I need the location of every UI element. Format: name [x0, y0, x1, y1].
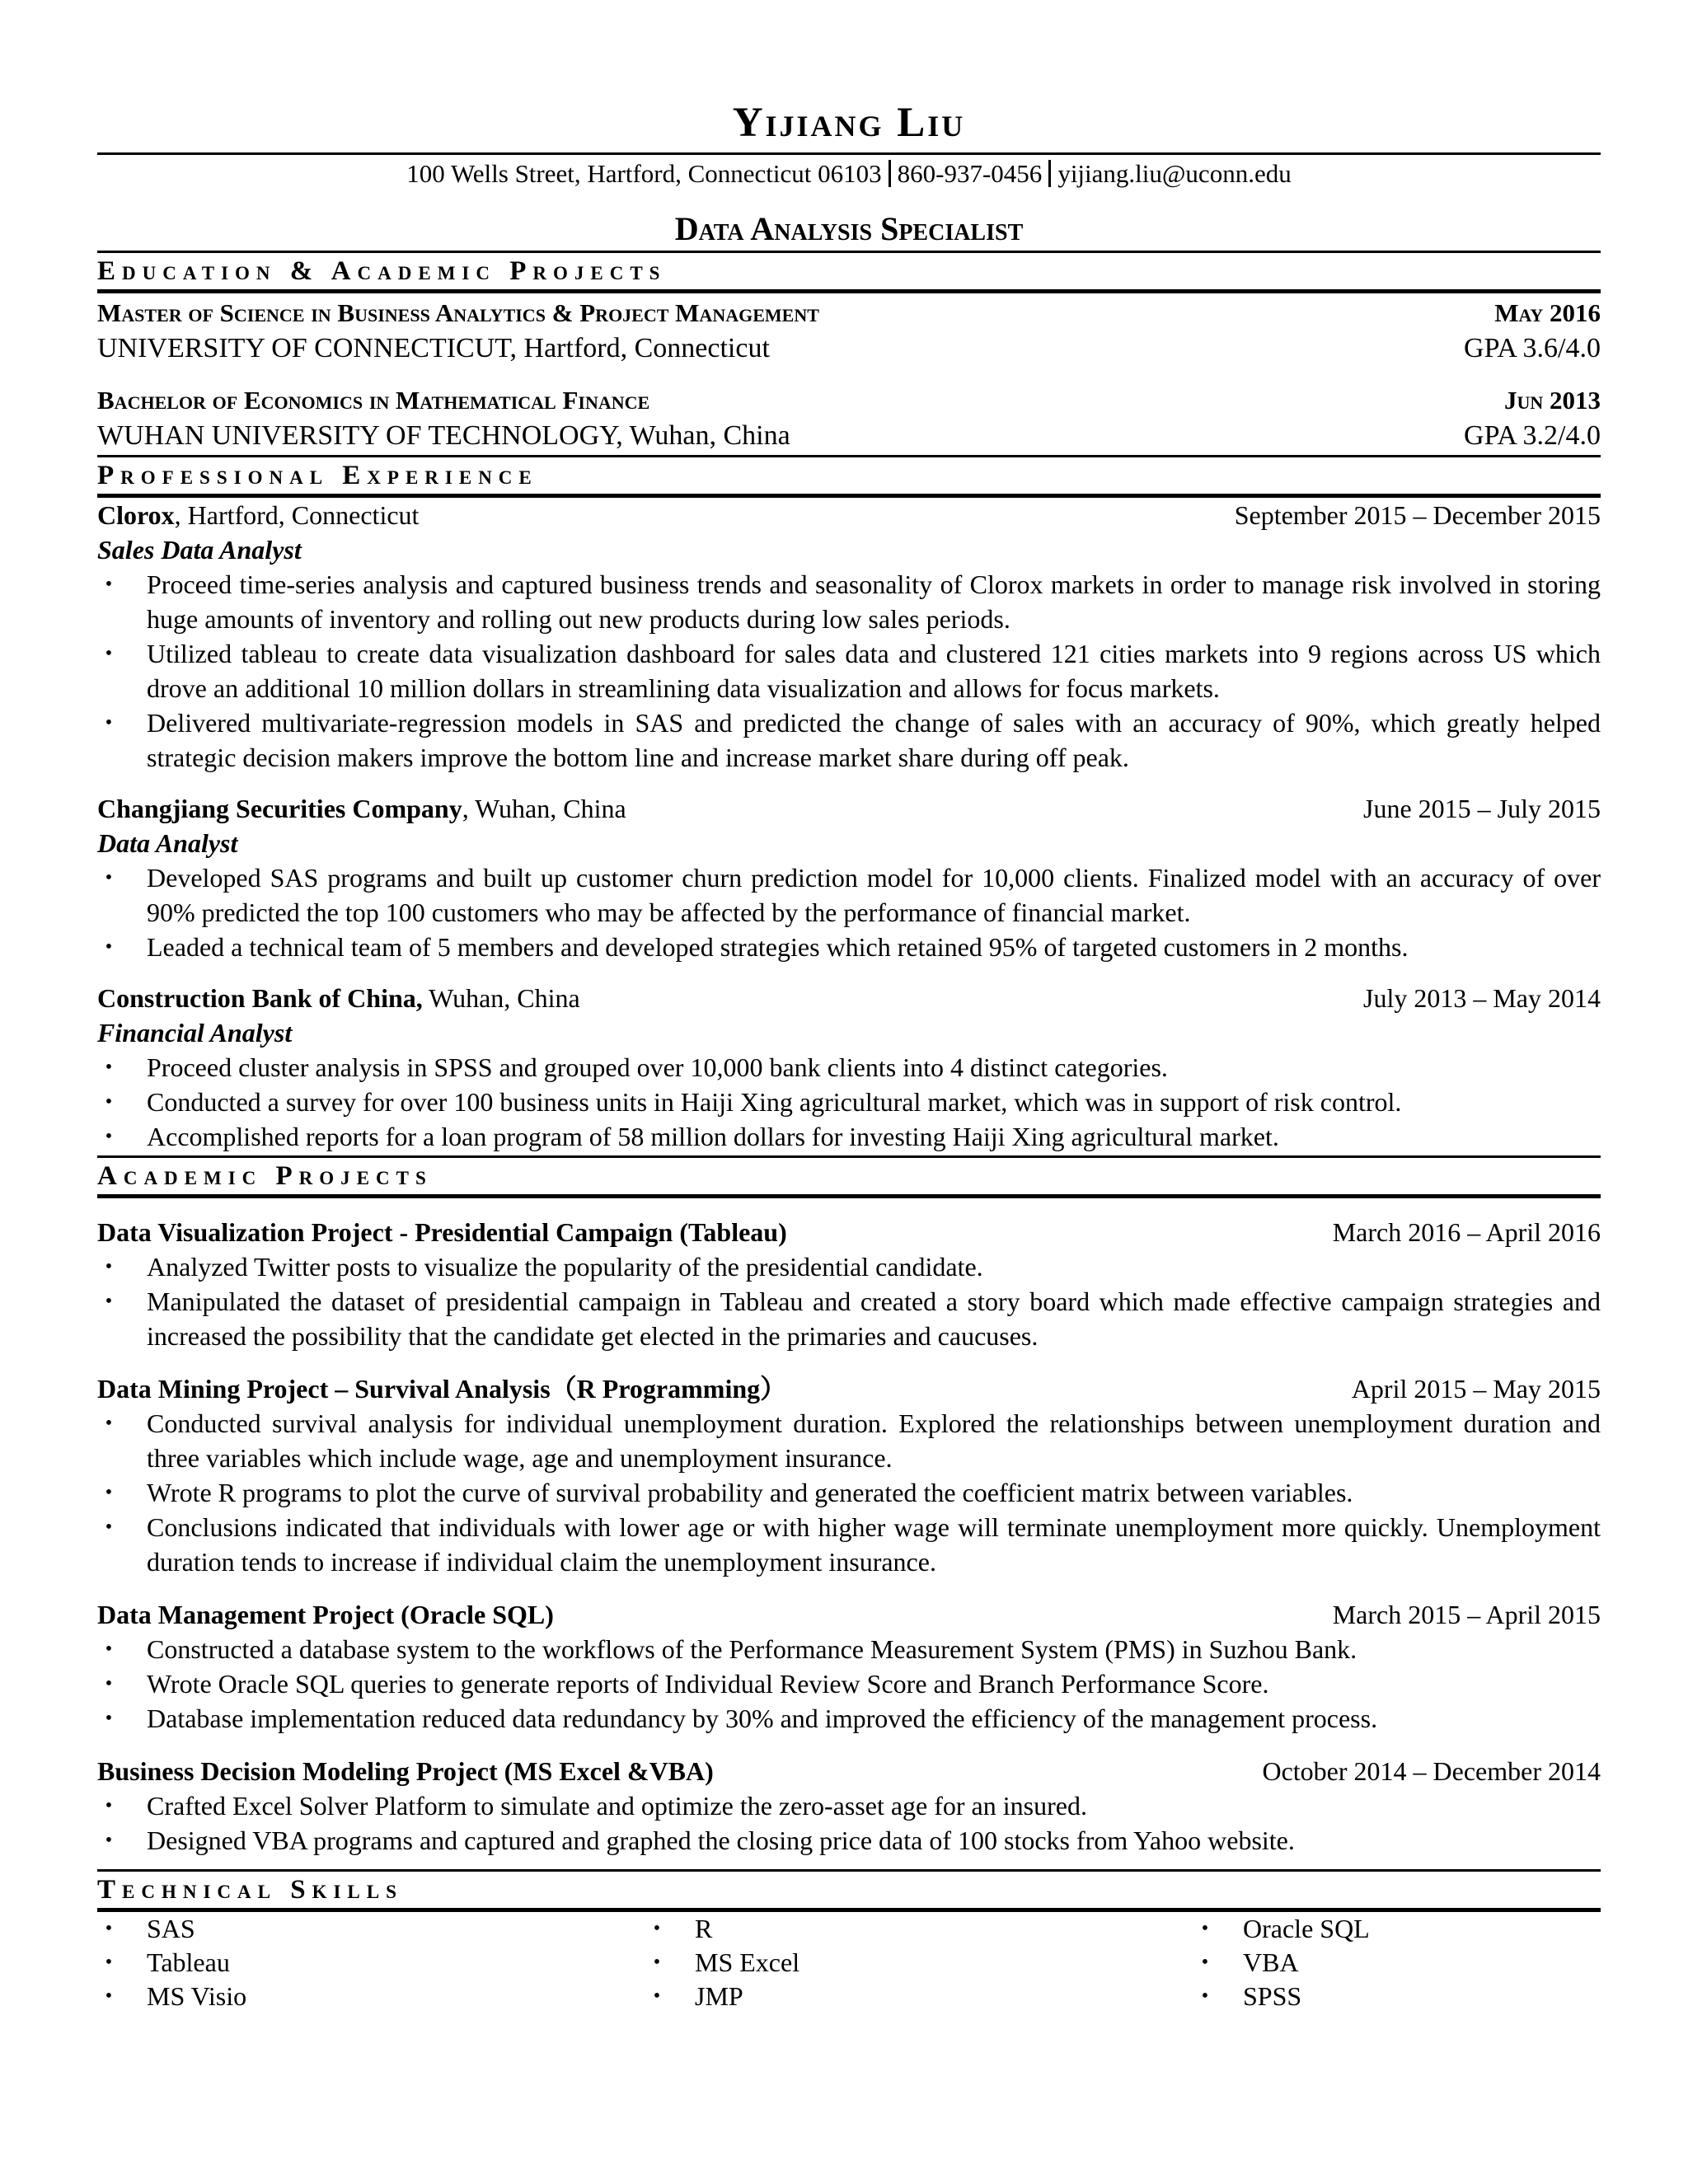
bullet-icon: • — [105, 712, 113, 733]
skill-item — [645, 1946, 1193, 1980]
skill-name: R — [695, 1914, 713, 1943]
skill-item — [645, 1980, 1193, 2013]
job-role: Financial Analyst — [97, 1018, 293, 1047]
job-entry — [97, 498, 1601, 775]
degree-row — [97, 382, 1601, 419]
bullet-text: Manipulated the dataset of presidential campaign in Tableau and created a story board which made effective campaign strategies and increased the possibility that the candidate get elected in the primaries and caucuses. — [147, 1286, 1601, 1351]
bullet-icon: • — [105, 1638, 113, 1660]
employer-name: Changjiang Securities Company — [97, 794, 462, 823]
bullet-icon: • — [105, 1057, 113, 1078]
skill-item — [1193, 1980, 1601, 2013]
project-title: Data Mining Project – Survival Analysis（R Programming） — [97, 1374, 787, 1404]
bullet-text: Conducted a survey for over 100 business units in Haiji Xing agricultural market, which was in support of risk control. — [147, 1087, 1402, 1117]
gpa: GPA 3.6/4.0 — [1464, 333, 1601, 363]
school-row — [97, 331, 1601, 366]
skill-item — [1193, 1946, 1601, 1980]
bullet-icon: • — [105, 1291, 113, 1312]
bullet-item — [97, 1050, 1601, 1085]
bullet-text: Delivered multivariate-regression models in SAS and predicted the change of sales with an accuracy of 90%, which greatly helped strategic decision makers improve the bottom line and increase market share during off peak. — [147, 708, 1601, 772]
job-header — [97, 791, 1601, 826]
degree-date: May 2016 — [1494, 298, 1601, 327]
skill-item — [97, 1912, 645, 1946]
project-entry — [97, 1597, 1601, 1736]
header-divider — [97, 152, 1601, 155]
job-entry — [97, 981, 1601, 1154]
employer — [97, 498, 419, 532]
bullet-item — [97, 567, 1601, 636]
bullet-text: Proceed cluster analysis in SPSS and grouped over 10,000 bank clients into 4 distinct categories. — [147, 1052, 1168, 1082]
job-role: Sales Data Analyst — [97, 535, 302, 565]
job-dates: September 2015 – December 2015 — [1234, 500, 1601, 530]
employer-location: , Wuhan, China — [462, 794, 626, 823]
employer-name: Clorox — [97, 500, 175, 530]
bullet-icon: • — [105, 1795, 113, 1816]
skill-name: SPSS — [1243, 1981, 1302, 2011]
skill-name: Tableau — [147, 1947, 230, 1977]
project-dates: March 2015 – April 2015 — [1332, 1600, 1601, 1629]
bullet-text: Crafted Excel Solver Platform to simulate and optimize the zero-asset age for an insured. — [147, 1791, 1087, 1821]
bullet-list — [97, 1788, 1601, 1858]
employer-name: Construction Bank of China, — [97, 983, 423, 1013]
degree-name: Bachelor of Economics in Mathematical Finance — [97, 386, 650, 415]
bullet-text: Conclusions indicated that individuals with lower age or with higher wage will terminate unemployment more quickly. Unemployment duration tends to increase if individual claim the unemployment insurance. — [147, 1512, 1601, 1577]
bullet-item — [97, 930, 1601, 964]
bullet-item — [97, 1475, 1601, 1510]
bullet-text: Designed VBA programs and captured and graphed the closing price data of 100 stocks from Yahoo website. — [147, 1825, 1295, 1855]
job-header — [97, 498, 1601, 532]
skill-name: MS Visio — [147, 1981, 247, 2011]
bullet-icon: • — [105, 1482, 113, 1503]
email-link[interactable]: yijiang.liu@uconn.edu — [1057, 159, 1292, 188]
skill-name: JMP — [695, 1981, 743, 2011]
school-name: WUHAN UNIVERSITY OF TECHNOLOGY, Wuhan, China — [97, 420, 790, 451]
bullet-icon: • — [105, 1918, 113, 1939]
bullet-icon: • — [1201, 1952, 1209, 1973]
bullet-text: Constructed a database system to the workflows of the Performance Measurement System (PMS) in Suzhou Bank. — [147, 1634, 1357, 1664]
section-heading-education: Education & Academic Projects — [97, 251, 1601, 293]
bullet-icon: • — [105, 936, 113, 958]
bullet-item — [97, 705, 1601, 775]
bullet-item — [97, 1085, 1601, 1119]
skill-item — [97, 1980, 645, 2013]
bullet-icon: • — [653, 1985, 661, 2007]
job-entry — [97, 791, 1601, 964]
phone: 860-937-0456 — [897, 159, 1043, 188]
bullet-icon: • — [105, 1413, 113, 1434]
address: 100 Wells Street, Hartford, Connecticut 06103 — [406, 159, 882, 188]
gpa: GPA 3.2/4.0 — [1464, 420, 1601, 451]
bullet-item — [97, 1510, 1601, 1579]
employer-location: , Hartford, Connecticut — [174, 500, 420, 530]
contact-line — [97, 157, 1601, 191]
skill-name: SAS — [147, 1914, 195, 1943]
skill-name: Oracle SQL — [1243, 1914, 1370, 1943]
skills-column — [1193, 1912, 1601, 2013]
employer-location: Wuhan, China — [422, 983, 580, 1013]
resume-page — [97, 0, 1601, 2013]
contact-separator — [1048, 160, 1051, 187]
bullet-list — [97, 1050, 1601, 1154]
project-title: Data Visualization Project - Presidential Campaign (Tableau) — [97, 1217, 787, 1247]
bullet-item — [97, 1119, 1601, 1154]
bullet-text: Database implementation reduced data redundancy by 30% and improved the efficiency of the management process. — [147, 1704, 1378, 1733]
section-heading-skills: Technical Skills — [97, 1869, 1601, 1912]
project-header — [97, 1215, 1601, 1249]
bullet-icon: • — [105, 1126, 113, 1147]
project-entry — [97, 1754, 1601, 1858]
job-header — [97, 981, 1601, 1015]
bullet-list — [97, 1632, 1601, 1736]
section-heading-experience: Professional Experience — [97, 455, 1601, 498]
bullet-icon: • — [105, 1256, 113, 1277]
degree-row — [97, 295, 1601, 331]
project-dates: March 2016 – April 2016 — [1332, 1217, 1601, 1247]
school-row — [97, 419, 1601, 453]
project-dates: October 2014 – December 2014 — [1262, 1756, 1601, 1786]
bullet-list — [97, 1249, 1601, 1353]
skills-grid — [97, 1912, 1601, 2013]
project-entry — [97, 1215, 1601, 1353]
skills-column — [97, 1912, 645, 2013]
education-entry — [97, 382, 1601, 453]
bullet-icon: • — [1201, 1985, 1209, 2007]
bullet-text: Utilized tableau to create data visualization dashboard for sales data and clustered 121 cities markets into 9 regions across US which drove an additional 10 million dollars in streamlining data visualization and allows for focus markets. — [147, 639, 1601, 703]
bullet-icon: • — [653, 1918, 661, 1939]
bullet-list — [97, 860, 1601, 964]
skill-name: MS Excel — [695, 1947, 800, 1977]
job-role: Data Analyst — [97, 828, 238, 858]
job-dates: July 2013 – May 2014 — [1363, 983, 1601, 1013]
employer — [97, 981, 580, 1015]
bullet-icon: • — [105, 643, 113, 664]
bullet-icon: • — [105, 1091, 113, 1113]
job-dates: June 2015 – July 2015 — [1363, 794, 1601, 823]
project-title: Data Management Project (Oracle SQL) — [97, 1600, 554, 1629]
bullet-icon: • — [105, 1952, 113, 1973]
bullet-icon: • — [105, 1673, 113, 1694]
skill-item — [97, 1946, 645, 1980]
bullet-icon: • — [105, 1708, 113, 1729]
skills-column — [645, 1912, 1193, 2013]
project-entry — [97, 1371, 1601, 1579]
skill-item — [645, 1912, 1193, 1946]
projects-list — [97, 1215, 1601, 1858]
bullet-icon: • — [105, 1830, 113, 1851]
bullet-text: Conducted survival analysis for individual unemployment duration. Explored the relationships between unemployment duration and three variables which include wage, age and unemployment insurance. — [147, 1408, 1601, 1473]
bullet-list — [97, 567, 1601, 775]
bullet-item — [97, 1701, 1601, 1736]
school-name: UNIVERSITY OF CONNECTICUT, Hartford, Connecticut — [97, 333, 770, 363]
project-header — [97, 1754, 1601, 1788]
degree-date: Jun 2013 — [1503, 386, 1601, 415]
bullet-item — [97, 1249, 1601, 1284]
education-list — [97, 295, 1601, 453]
bullet-list — [97, 1406, 1601, 1579]
employer — [97, 791, 626, 826]
bullet-item — [97, 1788, 1601, 1823]
bullet-text: Wrote R programs to plot the curve of survival probability and generated the coefficient matrix between variables. — [147, 1478, 1353, 1507]
bullet-text: Accomplished reports for a loan program of 58 million dollars for investing Haiji Xing agricultural market. — [147, 1122, 1279, 1151]
project-title: Business Decision Modeling Project (MS Excel &VBA) — [97, 1756, 714, 1786]
bullet-item — [97, 1284, 1601, 1353]
project-header — [97, 1597, 1601, 1632]
skill-item — [1193, 1912, 1601, 1946]
bullet-item — [97, 1823, 1601, 1858]
education-entry — [97, 295, 1601, 366]
professional-title: Data Analysis Specialist — [674, 210, 1024, 247]
bullet-item — [97, 1406, 1601, 1475]
degree-name: Master of Science in Business Analytics & Project Management — [97, 298, 819, 327]
bullet-item — [97, 1632, 1601, 1666]
bullet-item — [97, 1666, 1601, 1701]
bullet-item — [97, 636, 1601, 705]
bullet-text: Wrote Oracle SQL queries to generate reports of Individual Review Score and Branch Performance Score. — [147, 1669, 1269, 1699]
bullet-text: Analyzed Twitter posts to visualize the popularity of the presidential candidate. — [147, 1252, 983, 1282]
skill-name: VBA — [1243, 1947, 1299, 1977]
bullet-text: Proceed time-series analysis and captured business trends and seasonality of Clorox markets in order to manage risk involved in storing huge amounts of inventory and rolling out new products during low sales periods. — [147, 569, 1601, 634]
section-heading-projects: Academic Projects — [97, 1155, 1601, 1198]
bullet-item — [97, 860, 1601, 930]
contact-separator — [889, 160, 891, 187]
bullet-icon: • — [105, 574, 113, 595]
bullet-text: Developed SAS programs and built up customer churn prediction model for 10,000 clients. Finalized model with an accuracy of over 90% predicted the top 100 customers who may be affected by the performance of financial market. — [147, 863, 1601, 927]
experience-list — [97, 498, 1601, 1154]
bullet-icon: • — [105, 867, 113, 888]
project-dates: April 2015 – May 2015 — [1351, 1374, 1601, 1404]
bullet-text: Leaded a technical team of 5 members and developed strategies which retained 95% of targeted customers in 2 months. — [147, 932, 1409, 962]
candidate-name: Yijiang Liu — [732, 100, 966, 146]
project-header — [97, 1371, 1601, 1406]
bullet-icon: • — [1201, 1918, 1209, 1939]
bullet-icon: • — [105, 1985, 113, 2007]
bullet-icon: • — [105, 1516, 113, 1538]
bullet-icon: • — [653, 1952, 661, 1973]
